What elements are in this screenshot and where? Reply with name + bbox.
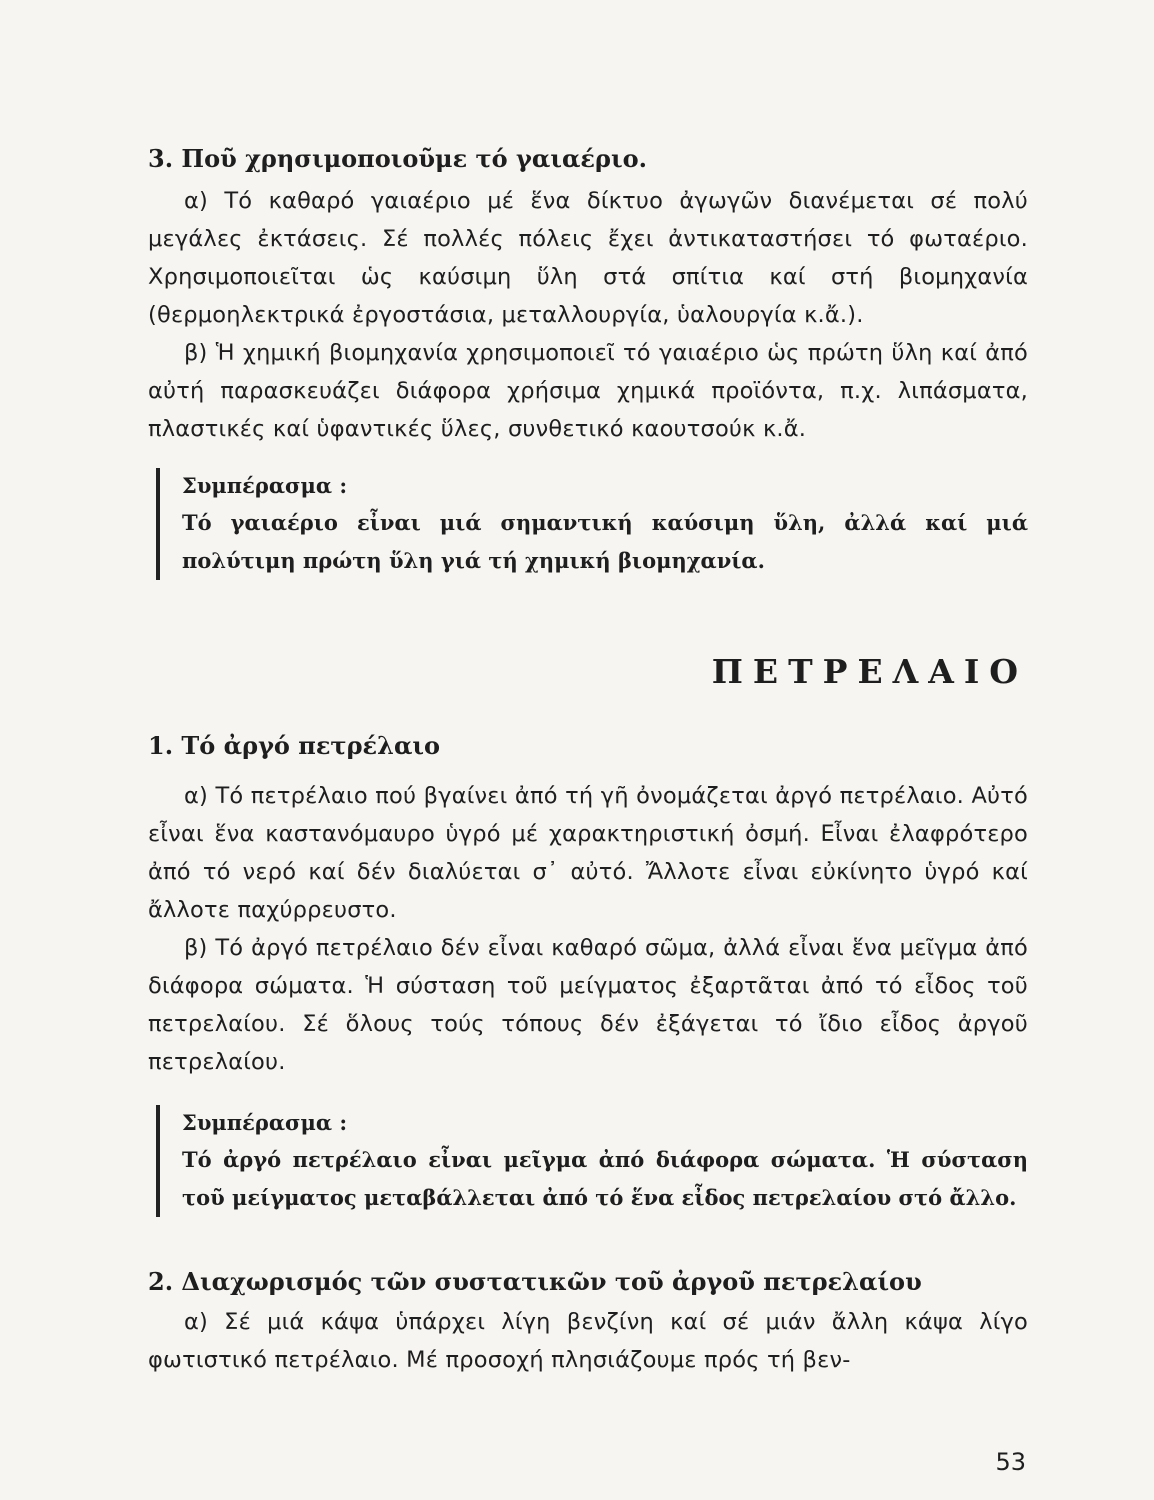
conclusion-title: Συμπέρασμα : [182, 1110, 348, 1135]
section-2-paragraph-a: α) Σέ μιά κάψα ὑπάρχει λίγη βενζίνη καί σέ μιάν ἄλλη κάψα λίγο φωτιστικό πετρέλαιο. Μέ προσοχή πλησιάζουμε πρός τή βεν- [148, 1309, 1028, 1373]
section-1-heading: 1. Τό ἀργό πετρέλαιο [148, 731, 441, 760]
section-1-conclusion-box [156, 1105, 1028, 1217]
section-3-conclusion-box [156, 468, 1028, 580]
conclusion-title: Συμπέρασμα : [182, 473, 348, 498]
section-3-heading: 3. Ποῦ χρησιμοποιοῦμε τό γαιαέριο. [148, 144, 647, 173]
section-1-paragraph-b: β) Τό ἀργό πετρέλαιο δέν εἶναι καθαρό σῶμα, ἀλλά εἶναι ἕνα μεῖγμα ἀπό διάφορα σώματα. Ἡ σύσταση τοῦ μείγματος ἐξαρτᾶται ἀπό τό εἶδος τοῦ πετρελαίου. Σέ ὅλους τούς τόπους δέν ἐξάγεται τό ἴδιο εἶδος ἀργοῦ πετρελαίου. [148, 935, 1028, 1075]
conclusion-text: Τό ἀργό πετρέλαιο εἶναι μεῖγμα ἀπό διάφορα σώματα. Ἡ σύσταση τοῦ μείγματος μεταβάλλεται ἀπό τό ἕνα εἶδος πετρελαίου στό ἄλλο. [182, 1147, 1028, 1210]
chapter-title: ΠΕΤΡΕΛΑΙΟ [711, 652, 1028, 691]
page-number: 53 [995, 1448, 1026, 1476]
section-3-paragraph-b: β) Ἡ χημική βιομηχανία χρησιμοποιεῖ τό γαιαέριο ὡς πρώτη ὕλη καί ἀπό αὐτή παρασκευάζει διάφορα χρήσιμα χημικά προϊόντα, π.χ. λιπάσματα, πλαστικές καί ὑφαντικές ὕλες, συνθετικό καουτσούκ κ.ἄ. [148, 340, 1028, 442]
page-content [148, 140, 1028, 1379]
section-2-heading: 2. Διαχωρισμός τῶν συστατικῶν τοῦ ἀργοῦ πετρελαίου [148, 1267, 922, 1296]
section-1-paragraph-a: α) Τό πετρέλαιο πού βγαίνει ἀπό τή γῆ ὀνομάζεται ἀργό πετρέλαιο. Αὐτό εἶναι ἕνα καστανόμαυρο ὑγρό μέ χαρακτηριστική ὀσμή. Εἶναι ἐλαφρότερο ἀπό τό νερό καί δέν διαλύεται σ᾿ αὐτό. Ἄλλοτε εἶναι εὐκίνητο ὑγρό καί ἄλλοτε παχύρρευστο. [148, 783, 1028, 923]
section-3-paragraph-a: α) Τό καθαρό γαιαέριο μέ ἕνα δίκτυο ἀγωγῶν διανέμεται σέ πολύ μεγάλες ἐκτάσεις. Σέ πολλές πόλεις ἔχει ἀντικαταστήσει τό φωταέριο. Χρησιμοποιεῖται ὡς καύσιμη ὕλη στά σπίτια καί στή βιομηχανία (θερμοηλεκτρικά ἐργοστάσια, μεταλλουργία, ὑαλουργία κ.ἄ.). [148, 188, 1028, 328]
conclusion-text: Τό γαιαέριο εἶναι μιά σημαντική καύσιμη ὕλη, ἀλλά καί μιά πολύτιμη πρώτη ὕλη γιά τή χημική βιομηχανία. [182, 510, 1028, 573]
